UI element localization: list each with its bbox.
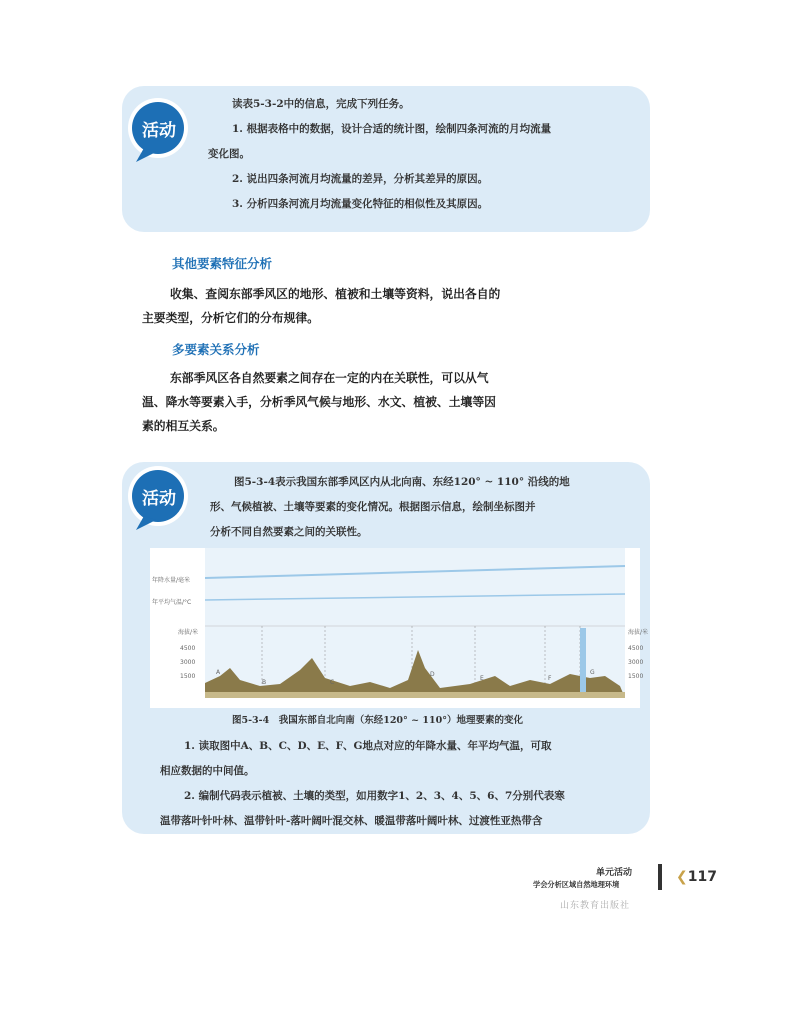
activity-badge-2 (122, 466, 200, 530)
point-label: B (262, 679, 267, 686)
paragraph-line: 素的相互关系。 (142, 419, 225, 433)
activity-2-line: 图5-3-4表示我国东部季风区内从北向南、东经120° ~ 110° 沿线的地 (234, 476, 570, 488)
point-label: D (430, 671, 435, 678)
activity-2-questions (160, 734, 635, 834)
question-line: 相应数据的中间值。 (160, 765, 255, 777)
section-1-paragraph (142, 282, 562, 330)
section-heading-other-features: 其他要素特征分析 (172, 256, 273, 271)
y-tick: 3000 (180, 659, 196, 666)
footer-unit-title: 单元活动 (596, 868, 633, 878)
footer-subtitle: 学会分析区域自然地理环境 (533, 880, 620, 889)
profile-diagram (150, 548, 649, 708)
y-tick-right: 4500 (628, 645, 644, 652)
y-tick: 4500 (180, 645, 196, 652)
page-number-text: 117 (687, 869, 717, 885)
section-2-paragraph (142, 366, 562, 438)
point-label: C (330, 679, 335, 686)
footer-divider (658, 864, 662, 890)
y-tick-right: 1500 (628, 673, 644, 680)
geographic-profile-figure (150, 548, 649, 708)
paragraph-line: 主要类型，分析它们的分布规律。 (142, 311, 319, 325)
paragraph-line: 东部季风区各自然要素之间存在一定的内在关联性，可以从气 (170, 371, 489, 385)
section-heading-multi-factor: 多要素关系分析 (172, 342, 260, 357)
page-number (676, 869, 717, 885)
paragraph-line: 温、降水等要素入手，分析季风气候与地形、水文、植被、土壤等因 (142, 395, 496, 409)
point-label: G (590, 669, 595, 676)
activity-badge-1 (122, 98, 200, 162)
activity-1-line: 读表5-3-2中的信息，完成下列任务。 (232, 98, 410, 110)
activity-2-line: 分析不同自然要素之间的关联性。 (210, 526, 368, 538)
question-line: 2. 编制代码表示植被、土壤的类型，如用数字1、2、3、4、5、6、7分别代表寒 (184, 790, 565, 802)
activity-2-text (210, 470, 635, 545)
chevron-left-icon: ❮ (676, 869, 688, 885)
activity-badge-label: 活动 (142, 121, 176, 141)
footer-watermark: 山东教育出版社 (560, 901, 631, 911)
figure-caption: 图5-3-4 我国东部自北向南（东经120° ~ 110°）地理要素的变化 (232, 715, 523, 726)
y-label-elev-right: 海拔/米 (628, 629, 649, 636)
activity-2-line: 形、气候植被、土壤等要素的变化情况。根据图示信息，绘制坐标图并 (210, 501, 536, 513)
activity-badge-label: 活动 (142, 489, 176, 509)
y-tick-right: 3000 (628, 659, 644, 666)
activity-1-line: 变化图。 (208, 148, 250, 160)
y-tick: 1500 (180, 673, 196, 680)
question-line: 1. 读取图中A、B、C、D、E、F、G地点对应的年降水量、年平均气温，可取 (184, 740, 552, 752)
question-line: 温带落叶针叶林、温带针叶-落叶阔叶混交林、暖温带落叶阔叶林、过渡性亚热带含 (160, 815, 543, 827)
point-label: A (216, 669, 221, 676)
activity-1-line: 1. 根据表格中的数据，设计合适的统计图，绘制四条河流的月均流量 (232, 123, 552, 135)
paragraph-line: 收集、查阅东部季风区的地形、植被和土壤等资料，说出各自的 (170, 287, 501, 301)
activity-1-line: 3. 分析四条河流月均流量变化特征的相似性及其原因。 (232, 198, 489, 210)
y-label-elev: 海拔/米 (178, 629, 199, 636)
activity-1-line: 2. 说出四条河流月均流量的差异，分析其差异的原因。 (232, 173, 489, 185)
activity-1-text (208, 92, 638, 217)
point-label: E (480, 675, 484, 682)
y-label-temp: 年平均气温/°C (152, 599, 192, 606)
point-label: F (548, 675, 552, 682)
y-label-precip: 年降水量/毫米 (152, 577, 191, 584)
